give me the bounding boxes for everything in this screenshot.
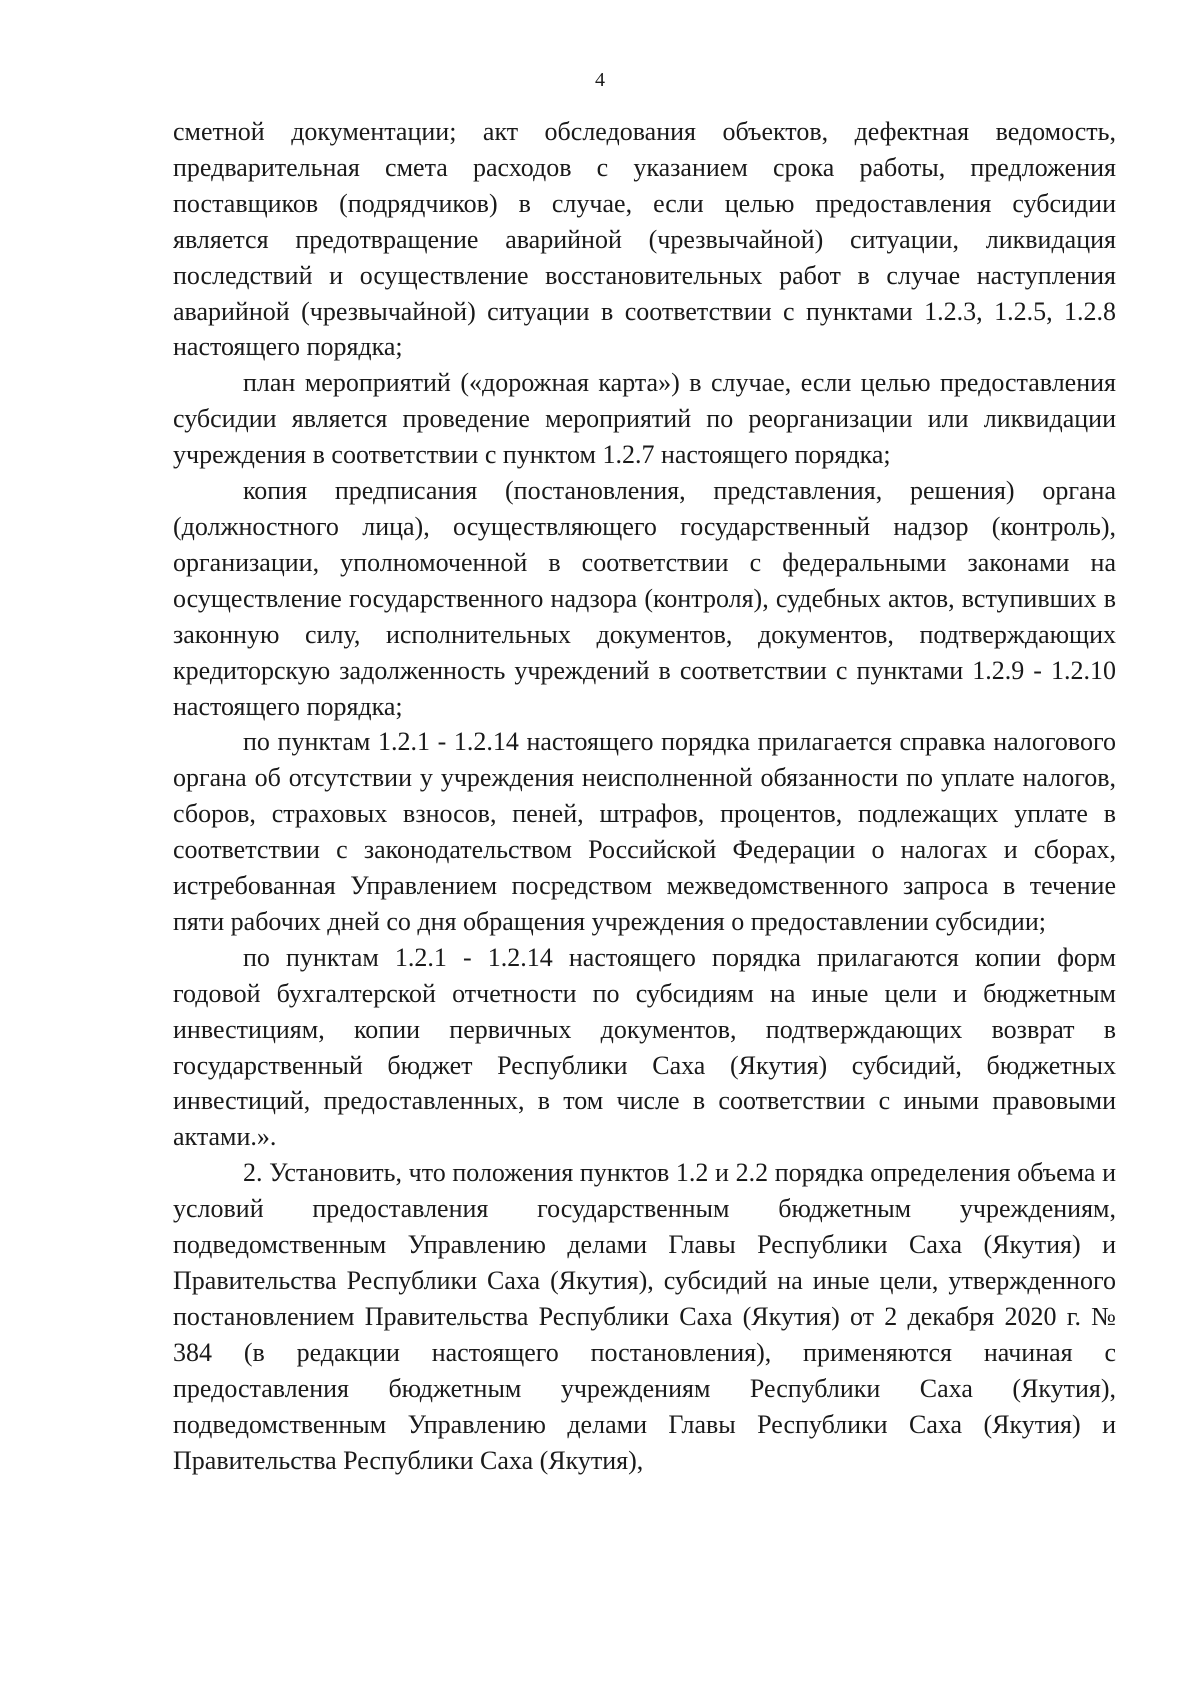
document-body [173,114,1116,1478]
paragraph-tax-certificate: по пунктам 1.2.1 - 1.2.14 настоящего порядка прилагается справка налогового органа об отсутствии у учреждения неисполненной обязанности по уплате налогов, сборов, страховых взносов, пеней, штрафов, процентов, подлежащих уплате в соответствии с законодательством Российской Федерации о налогах и сборах, истребованная Управлением посредством межведомственного запроса в течение пяти рабочих дней со дня обращения учреждения о предоставлении субсидии; [173,727,1116,936]
paragraph-clause-2: 2. Установить, что положения пунктов 1.2 и 2.2 порядка определения объема и условий предоставления государственным бюджетным учреждениям, подведомственным Управлению делами Главы Республики Саха (Якутия) и Правительства Республики Саха (Якутия), субсидий на иные цели, утвержденного постановлением Правительства Республики Саха (Якутия) от 2 декабря 2020 г. № 384 (в редакции настоящего постановления), применяются начиная с предоставления бюджетным учреждениям Республики Саха (Якутия), подведомственным Управлению делами Главы Республики Саха (Якутия) и Правительства Республики Саха (Якутия), [173,1158,1116,1475]
paragraph-order-copy: копия предписания (постановления, представления, решения) органа (должностного лица), осуществляющего государственный надзор (контроль), организации, уполномоченной в соответствии с федеральными законами на осуществление государственного надзора (контроля), судебных актов, вступивших в законную силу, исполнительных документов, документов, подтверждающих кредиторскую задолженность учреждений в соответствии с пунктами 1.2.9 - 1.2.10 настоящего порядка; [173,476,1116,721]
page-number: 4 [595,69,605,91]
paragraph-accounting-reports: по пунктам 1.2.1 - 1.2.14 настоящего порядка прилагаются копии форм годовой бухгалтерской отчетности по субсидиям на иные цели и бюджетным инвестициям, копии первичных документов, подтверждающих возврат в государственный бюджет Республики Саха (Якутия) субсидий, бюджетных инвестиций, предоставленных, в том числе в соответствии с иными правовыми актами.». [173,942,1116,1152]
paragraph-action-plan: план мероприятий («дорожная карта») в случае, если целью предоставления субсидии является проведение мероприятий по реорганизации или ликвидации учреждения в соответствии с пунктом 1.2.7 настоящего порядка; [173,368,1116,470]
paragraph-estimate-documents: сметной документации; акт обследования объектов, дефектная ведомость, предварительная смета расходов с указанием срока работы, предложения поставщиков (подрядчиков) в случае, если целью предоставления субсидии является предотвращение аварийной (чрезвычайной) ситуации, ликвидация последствий и осуществление восстановительных работ в случае наступления аварийной (чрезвычайной) ситуации в соответствии с пунктами 1.2.3, 1.2.5, 1.2.8 настоящего порядка; [173,117,1116,362]
